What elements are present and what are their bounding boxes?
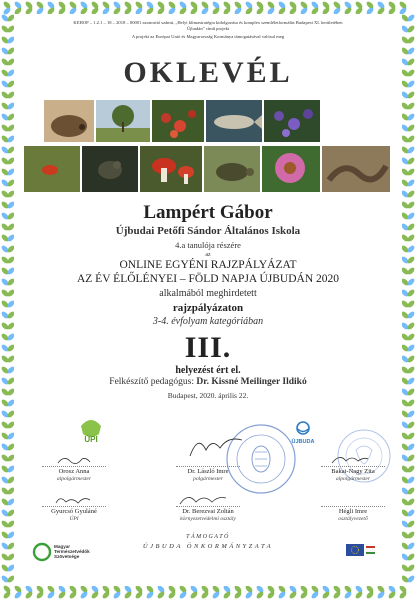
recipient-name: Lampért Gábor [143, 202, 273, 223]
photo-purple-flowers [264, 100, 320, 142]
contest-type: rajzpályázaton [172, 302, 244, 314]
teacher-name: Dr. Kissné Meilinger Ildikó [196, 377, 307, 387]
photo-snake [322, 146, 390, 192]
photo-turtle [204, 146, 260, 192]
signature-block-laszlo [153, 466, 263, 482]
signer-name: Orosz Anna [58, 468, 90, 475]
photo-red-berries [152, 100, 204, 142]
signature-scribble-laszlo [186, 430, 246, 460]
signature-line [42, 506, 106, 507]
signer-name: Hégli Imre [338, 508, 368, 515]
signature-line [42, 466, 106, 467]
supporter-org: ÚJBUDA ÖNKORMÁNYZATA [142, 543, 274, 550]
signature-line [321, 506, 385, 507]
mte-logo-text: Szövetsége [54, 554, 80, 559]
signer-name: Bakai-Nagy Zita [331, 468, 375, 475]
signature-block-bakai [298, 466, 408, 482]
signature-block-orosz [19, 466, 129, 482]
eu-flag-logo [346, 542, 376, 558]
ujbuda-logo-text: ÚJBUDA [291, 439, 315, 445]
teacher-label: Felkészítő pedagógus: [109, 377, 194, 387]
signer-role: alpolgármester [335, 476, 371, 482]
contest-name-line2: AZ ÉV ÉLŐLÉNYEI – FÖLD NAPJA ÚJBUDÁN 2020 [76, 273, 340, 285]
signature-scribble-bakai [330, 451, 370, 467]
project-header-line: KEHOP – 1.2.1 – 18 – 2018 – 00001 azonosító számú, „Helyi klímastratégia kidolgozása és komplex szemléletformálás Budapest XI. kerületében [73, 20, 343, 25]
teacher-line [0, 377, 416, 387]
certificate-title: OKLEVÉL [123, 56, 293, 89]
photo-tree-landscape [96, 100, 150, 142]
nature-photo-collage [24, 100, 392, 192]
photo-red-insect [24, 146, 80, 192]
signature-line [176, 466, 240, 467]
category-line: 3-4. évfolyam kategóriában [152, 316, 264, 327]
mte-logo-text: Magyar [54, 544, 71, 549]
photo-red-mushroom [140, 146, 202, 192]
contest-name-line1: ONLINE EGYÉNI RAJZPÁLYÁZAT [119, 259, 297, 271]
place-date: Budapest, 2020. április 22. [167, 391, 249, 400]
occasion-line: alkalmából meghirdetett [159, 288, 257, 299]
project-header-line: Újbudán” című projekt [186, 26, 230, 31]
signature-scribble-orosz [56, 453, 92, 467]
signer-name: Dr. László Imre [187, 468, 229, 475]
signer-name: Dr. Berezvai Zoltán [182, 508, 234, 515]
signer-role: ÚPI [69, 516, 79, 522]
signature-line [176, 506, 240, 507]
project-header [20, 20, 396, 40]
result-line: helyezést ért el. [175, 365, 241, 376]
signer-role: környezetvédelmi osztály [180, 516, 236, 522]
upi-logo [78, 416, 104, 444]
signature-block-hegli [298, 506, 408, 522]
placement-number: III. [184, 331, 232, 364]
school-name: Újbudai Petőfi Sándor Általános Iskola [115, 225, 301, 237]
signer-name: Gyurcsó Gyuláné [51, 508, 97, 515]
photo-bird [82, 146, 138, 192]
photo-fish [206, 100, 262, 142]
signer-role: osztályvezető [338, 516, 368, 522]
signer-role: alpolgármester [56, 476, 92, 482]
signer-role: polgármester [193, 476, 223, 482]
az-word: az [205, 252, 211, 258]
project-header-line: A projekt az Európai Unió és Magyarország Kormánya támogatásával valósul meg [131, 34, 285, 39]
signature-scribble-gyurcso [54, 493, 92, 507]
supporter-label: TÁMOGATÓ [186, 534, 230, 540]
signature-line [321, 466, 385, 467]
signature-block-gyurcso [19, 506, 129, 522]
upi-logo-text: ÚPI [84, 435, 98, 444]
mte-logo-text: Természetvédők [54, 549, 90, 554]
signature-block-berezvai [153, 506, 263, 522]
class-line: 4.a tanulója részére [175, 240, 241, 250]
photo-collage-svg [24, 100, 392, 192]
photo-hedgehog [44, 100, 94, 142]
photo-echinacea [262, 146, 320, 192]
